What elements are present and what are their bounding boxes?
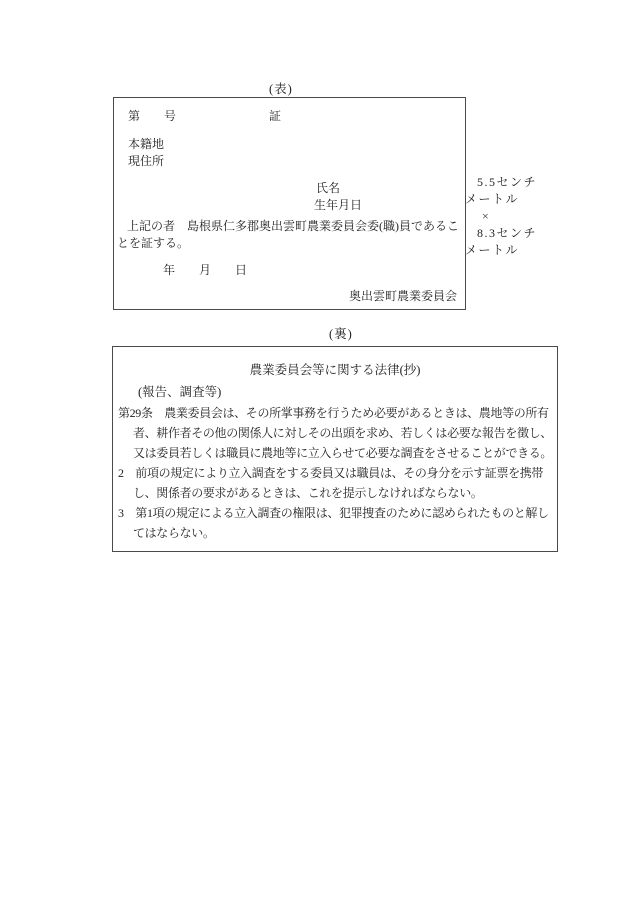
card-size-annotation: [465, 174, 575, 259]
law-body-line: 又は委員若しくは職員に農地等に立入らせて必要な調査をさせることができる。: [133, 446, 553, 460]
name-label: 氏名: [316, 181, 341, 195]
date-line: 年 月 日: [163, 263, 248, 277]
certificate-title: 証: [269, 109, 282, 123]
law-title: 農業委員会等に関する法律(抄): [249, 363, 421, 377]
front-side-label: (表): [269, 82, 293, 96]
size-annotation-line: メートル: [465, 243, 520, 257]
size-annotation-line: 5.5センチ: [477, 175, 538, 189]
birthdate-label: 生年月日: [314, 198, 363, 212]
size-annotation-line: メートル: [465, 192, 520, 206]
certify-statement-line-2: とを証する。: [117, 236, 190, 250]
law-body-line: 3 第1項の規定による立入調査の権限は、犯罪捜査のために認められたものと解し: [118, 506, 549, 520]
law-body-line: 第29条 農業委員会は、その所掌事務を行うため必要があるときは、農地等の所有: [118, 406, 549, 420]
certificate-number-line: 第 号: [128, 109, 177, 123]
size-annotation-line: 8.3センチ: [477, 226, 538, 240]
registered-domicile-label: 本籍地: [128, 137, 165, 151]
back-side-label: (裏): [329, 327, 353, 341]
current-address-label: 現住所: [128, 154, 165, 168]
certify-statement-line-1: 上記の者 島根県仁多郡奥出雲町農業委員会委(職)員であるこ: [127, 219, 459, 233]
back-law-card: [112, 346, 558, 552]
law-body-line: 者、耕作者その他の関係人に対しその出頭を求め、若しくは必要な報告を徴し、: [133, 426, 552, 440]
law-body: [118, 403, 556, 543]
issuer-name: 奥出雲町農業委員会: [348, 289, 457, 303]
law-body-line: 2 前項の規定により立入調査をする委員又は職員は、その身分を示す証票を携帯: [118, 466, 544, 480]
law-body-line: し、関係者の要求があるときは、これを提示しなければならない。: [133, 486, 483, 500]
multiply-sign: ×: [482, 209, 491, 223]
law-section-heading: (報告、調査等): [138, 385, 222, 399]
front-certificate-card: [113, 97, 466, 310]
law-body-line: てはならない。: [133, 526, 215, 540]
